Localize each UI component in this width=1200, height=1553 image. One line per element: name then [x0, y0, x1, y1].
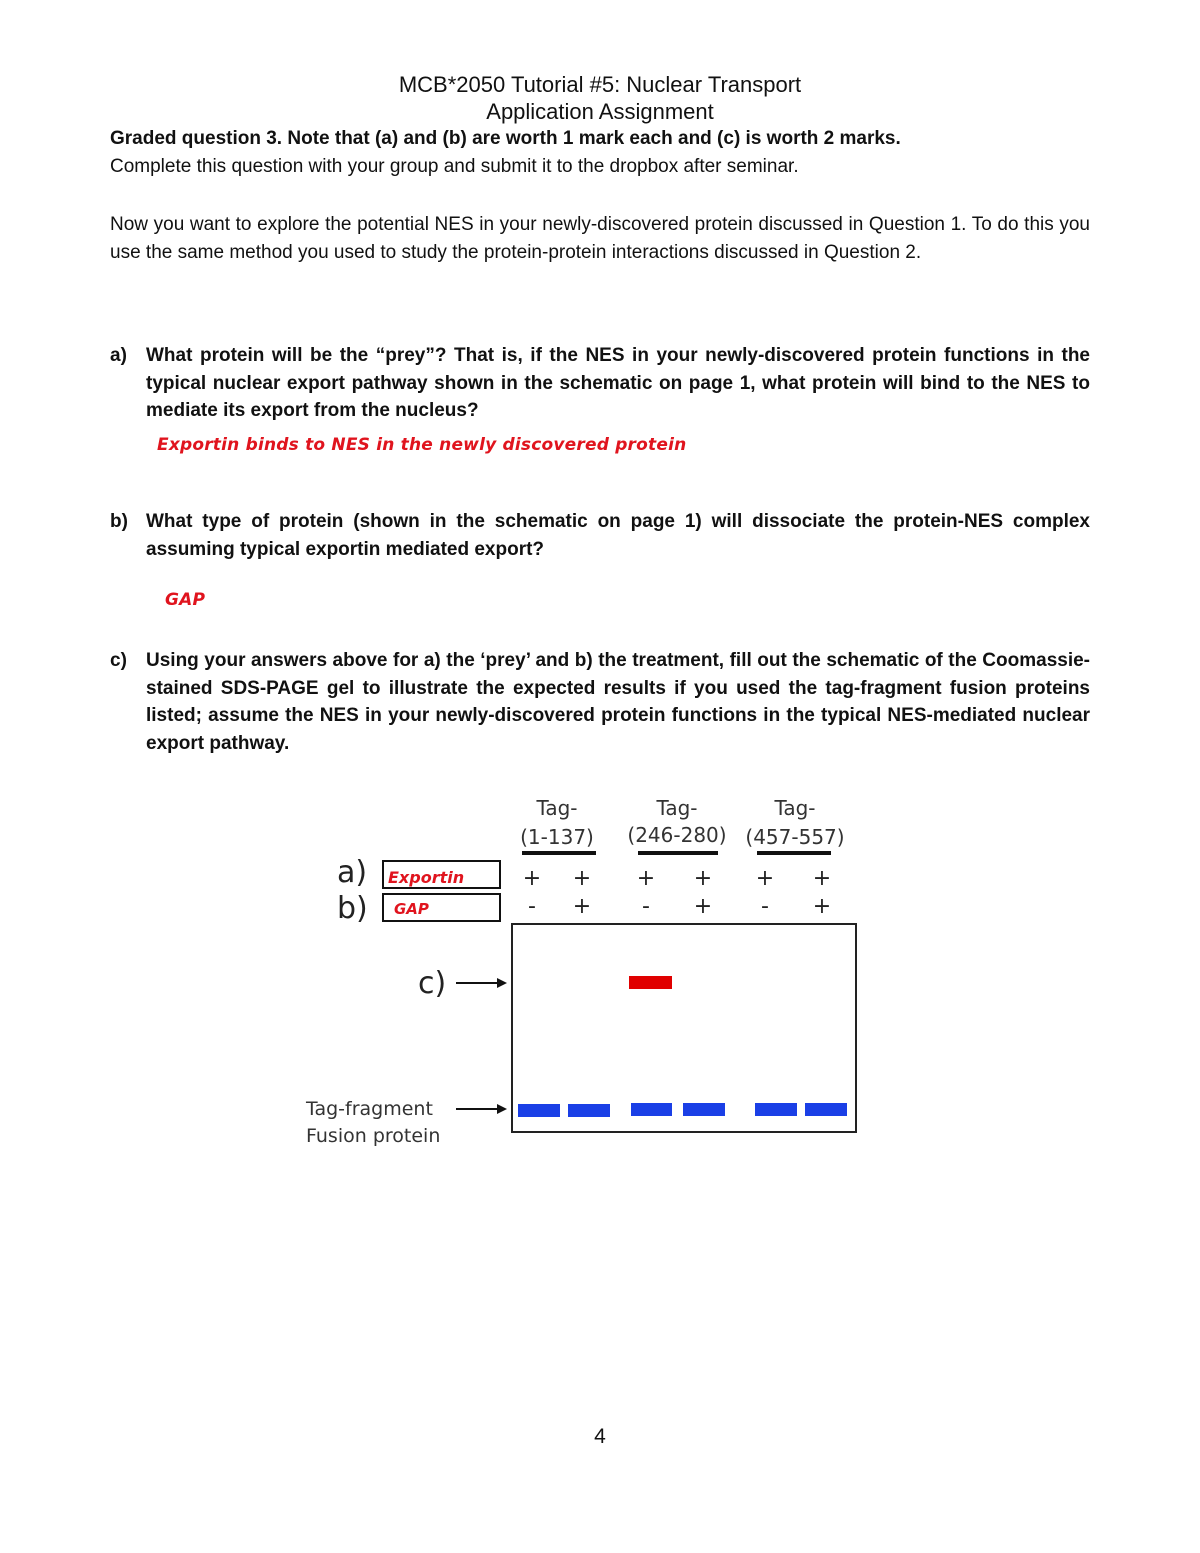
- document-subtitle: Application Assignment: [486, 99, 714, 124]
- fusion-arrow-head-icon: [497, 1104, 507, 1114]
- group-1-header-line2: (1-137): [520, 825, 594, 849]
- graded-question-line: Graded question 3. Note that (a) and (b) are worth 1 mark each and (c) is worth 2 marks.: [110, 128, 901, 149]
- intro-paragraph: Now you want to explore the potential NES in your newly-discovered protein discussed in Question 1. To do this you use the same method you used to study the protein-protein interactions discussed in Question 2.: [110, 214, 1090, 263]
- gap-sign: +: [812, 894, 832, 919]
- answer-a-handwriting: Exportin binds to NES in the newly discovered protein: [157, 435, 687, 455]
- question-b-label: b): [110, 511, 128, 532]
- group-3-header-line2: (457-557): [745, 825, 845, 849]
- row-c-label: c): [418, 966, 447, 1001]
- fusion-band: [805, 1103, 847, 1116]
- exportin-sign: +: [755, 866, 775, 891]
- row-b-label: b): [337, 891, 368, 926]
- question-b: [110, 508, 1090, 563]
- question-c-text: Using your answers above for a) the ‘prey’ and b) the treatment, fill out the schematic of the Coomassie-stained SDS-PAGE gel to illustrate the expected results if you used the tag-fragment fusion proteins listed; assume the NES in your newly-discovered protein functions in the typical NES-mediated nuclear export pathway.: [146, 650, 1090, 754]
- exportin-sign: +: [522, 866, 542, 891]
- fusion-band: [631, 1103, 672, 1116]
- group-2-header-line2: (246-280): [627, 823, 727, 847]
- question-b-text: What type of protein (shown in the schematic on page 1) will dissociate the protein-NES complex assuming typical exportin mediated export?: [146, 511, 1090, 560]
- exportin-sign: +: [812, 866, 832, 891]
- gap-sign: +: [572, 894, 592, 919]
- group-3-header-line1: Tag-: [774, 796, 816, 820]
- fusion-label-line2: Fusion protein: [306, 1125, 441, 1147]
- gap-sign: -: [642, 894, 650, 919]
- exportin-sign: +: [636, 866, 656, 891]
- question-a-label: a): [110, 345, 127, 366]
- fusion-band: [755, 1103, 797, 1116]
- group-2-header-line1: Tag-: [656, 796, 698, 820]
- exportin-sign: +: [572, 866, 592, 891]
- question-c: [110, 647, 1090, 757]
- question-c-label: c): [110, 650, 127, 671]
- gap-sign: +: [693, 894, 713, 919]
- page-number: 4: [594, 1425, 606, 1448]
- fusion-label-line1: Tag-fragment: [306, 1098, 433, 1120]
- row-a-answer: Exportin: [388, 868, 465, 887]
- group-1-bar: [522, 851, 596, 855]
- fusion-band: [683, 1103, 725, 1116]
- row-a-label: a): [337, 855, 368, 890]
- c-arrow-head-icon: [497, 978, 507, 988]
- gel-box: [512, 924, 856, 1132]
- group-3-bar: [757, 851, 831, 855]
- row-b-answer: GAP: [394, 900, 429, 918]
- instruction-line: Complete this question with your group and submit it to the dropbox after seminar.: [110, 156, 799, 177]
- group-2-bar: [638, 851, 718, 855]
- prey-band: [629, 976, 672, 989]
- exportin-sign: +: [693, 866, 713, 891]
- gap-sign: -: [528, 894, 536, 919]
- gap-sign: -: [761, 894, 769, 919]
- question-a-text: What protein will be the “prey”? That is, if the NES in your newly-discovered protein functions in the typical nuclear export pathway shown in the schematic on page 1, what protein will bind to the NES to mediate its export from the nucleus?: [146, 345, 1090, 421]
- fusion-band: [518, 1104, 560, 1117]
- fusion-band: [568, 1104, 610, 1117]
- answer-b-handwriting: GAP: [165, 590, 206, 610]
- document-title: MCB*2050 Tutorial #5: Nuclear Transport: [398, 72, 802, 97]
- question-a: [110, 342, 1090, 425]
- group-1-header-line1: Tag-: [536, 796, 578, 820]
- gel-schematic: [0, 780, 1200, 1160]
